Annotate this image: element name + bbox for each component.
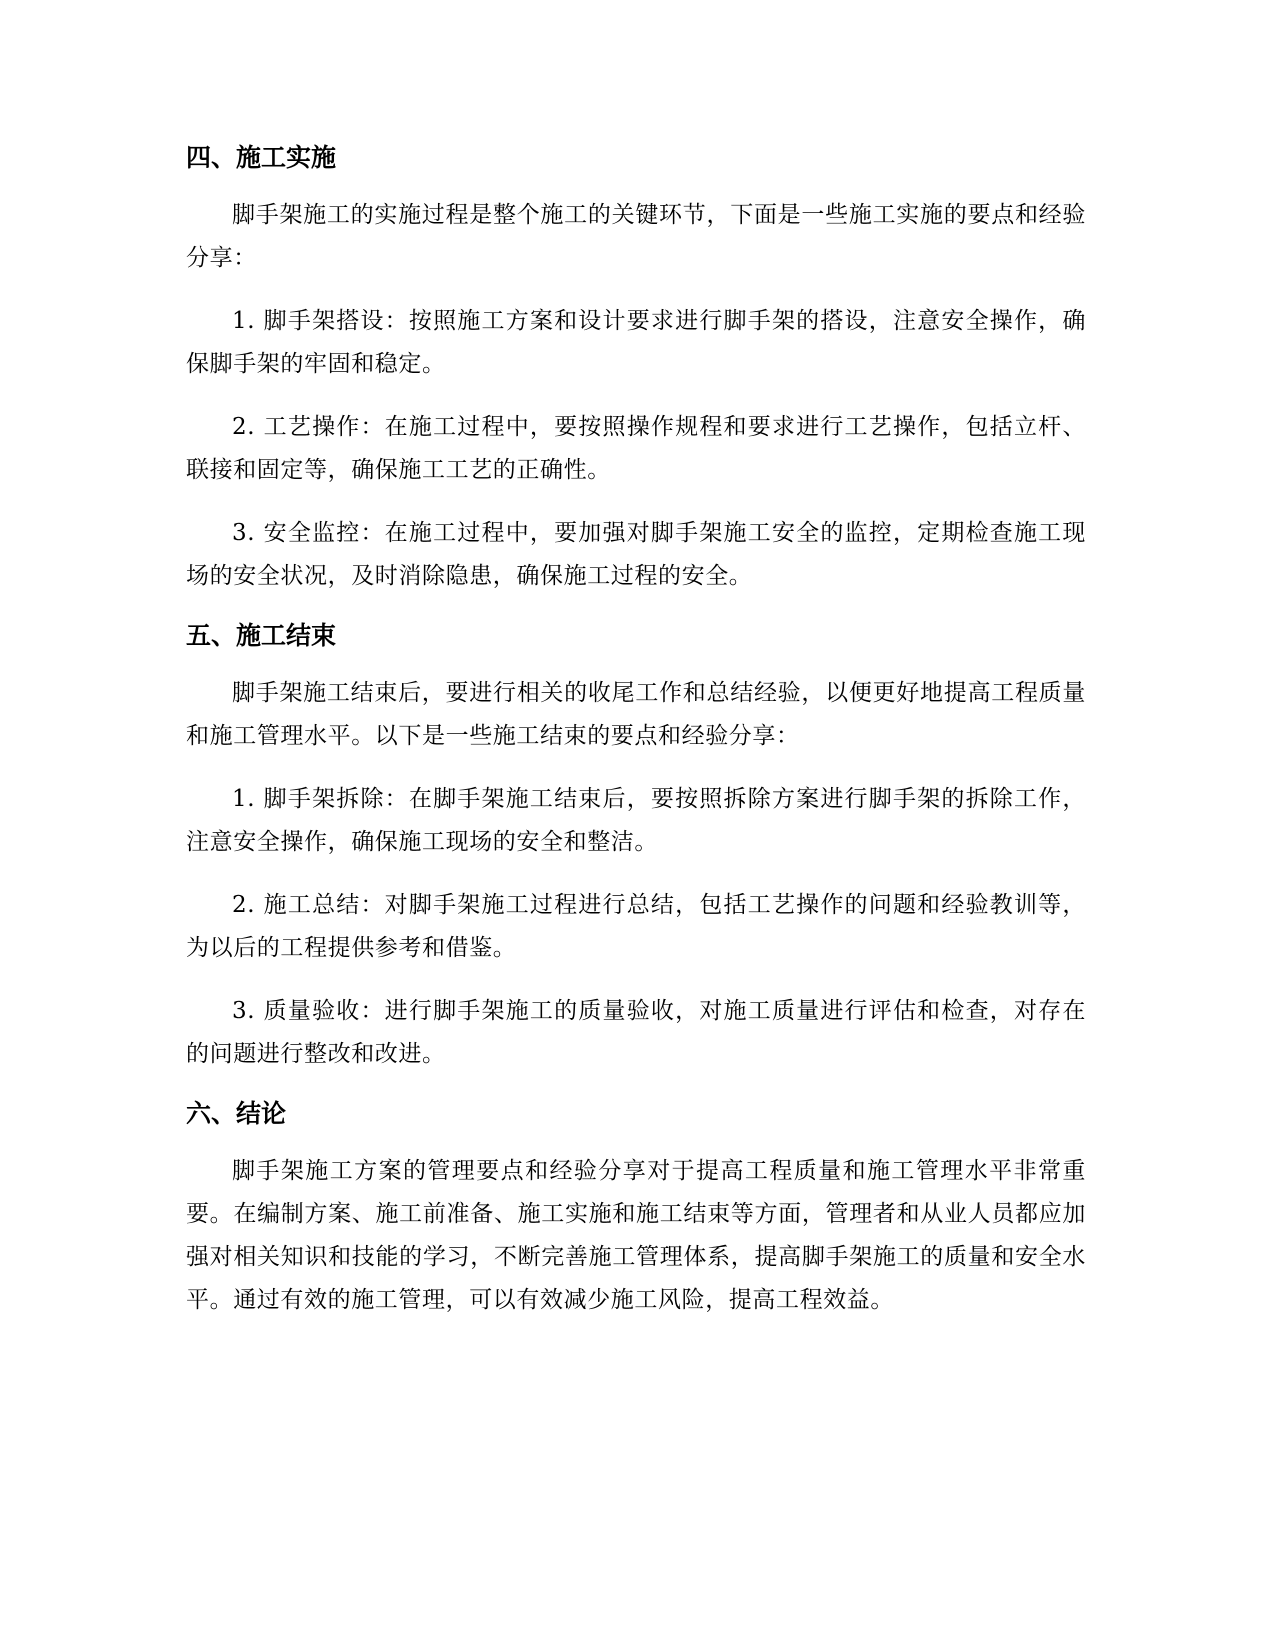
paragraph: 脚手架施工方案的管理要点和经验分享对于提高工程质量和施工管理水平非常重要。在编制方案、施工前准备、施工实施和施工结束等方面，管理者和从业人员都应加强对相关知识和技能的学习，不断完善施工管理体系，提高脚手架施工的质量和安全水平。通过有效的施工管理，可以有效减少施工风险，提高工程效益。: [186, 1158, 1086, 1313]
section-conclusion: [186, 1096, 1086, 1322]
list-item: 2. 施工总结：对脚手架施工过程进行总结，包括工艺操作的问题和经验教训等，为以后的工程提供参考和借鉴。: [186, 892, 1086, 961]
section-heading: 四、施工实施: [186, 143, 337, 172]
paragraph: 脚手架施工的实施过程是整个施工的关键环节，下面是一些施工实施的要点和经验分享：: [186, 202, 1086, 271]
list-item: 3. 安全监控：在施工过程中，要加强对脚手架施工安全的监控，定期检查施工现场的安全状况，及时消除隐患，确保施工过程的安全。: [186, 520, 1086, 589]
section-implementation: [186, 140, 1086, 598]
document-page: [186, 140, 1086, 1342]
section-heading: 六、结论: [186, 1099, 287, 1128]
list-item: 1. 脚手架拆除：在脚手架施工结束后，要按照拆除方案进行脚手架的拆除工作，注意安全操作，确保施工现场的安全和整洁。: [186, 786, 1086, 855]
section-completion: [186, 618, 1086, 1076]
paragraph: 脚手架施工结束后，要进行相关的收尾工作和总结经验，以便更好地提高工程质量和施工管理水平。以下是一些施工结束的要点和经验分享：: [186, 680, 1086, 749]
list-item: 3. 质量验收：进行脚手架施工的质量验收，对施工质量进行评估和检查，对存在的问题进行整改和改进。: [186, 998, 1086, 1067]
section-heading: 五、施工结束: [186, 621, 337, 650]
list-item: 2. 工艺操作：在施工过程中，要按照操作规程和要求进行工艺操作，包括立杆、联接和固定等，确保施工工艺的正确性。: [186, 414, 1086, 483]
list-item: 1. 脚手架搭设：按照施工方案和设计要求进行脚手架的搭设，注意安全操作，确保脚手架的牢固和稳定。: [186, 308, 1086, 377]
